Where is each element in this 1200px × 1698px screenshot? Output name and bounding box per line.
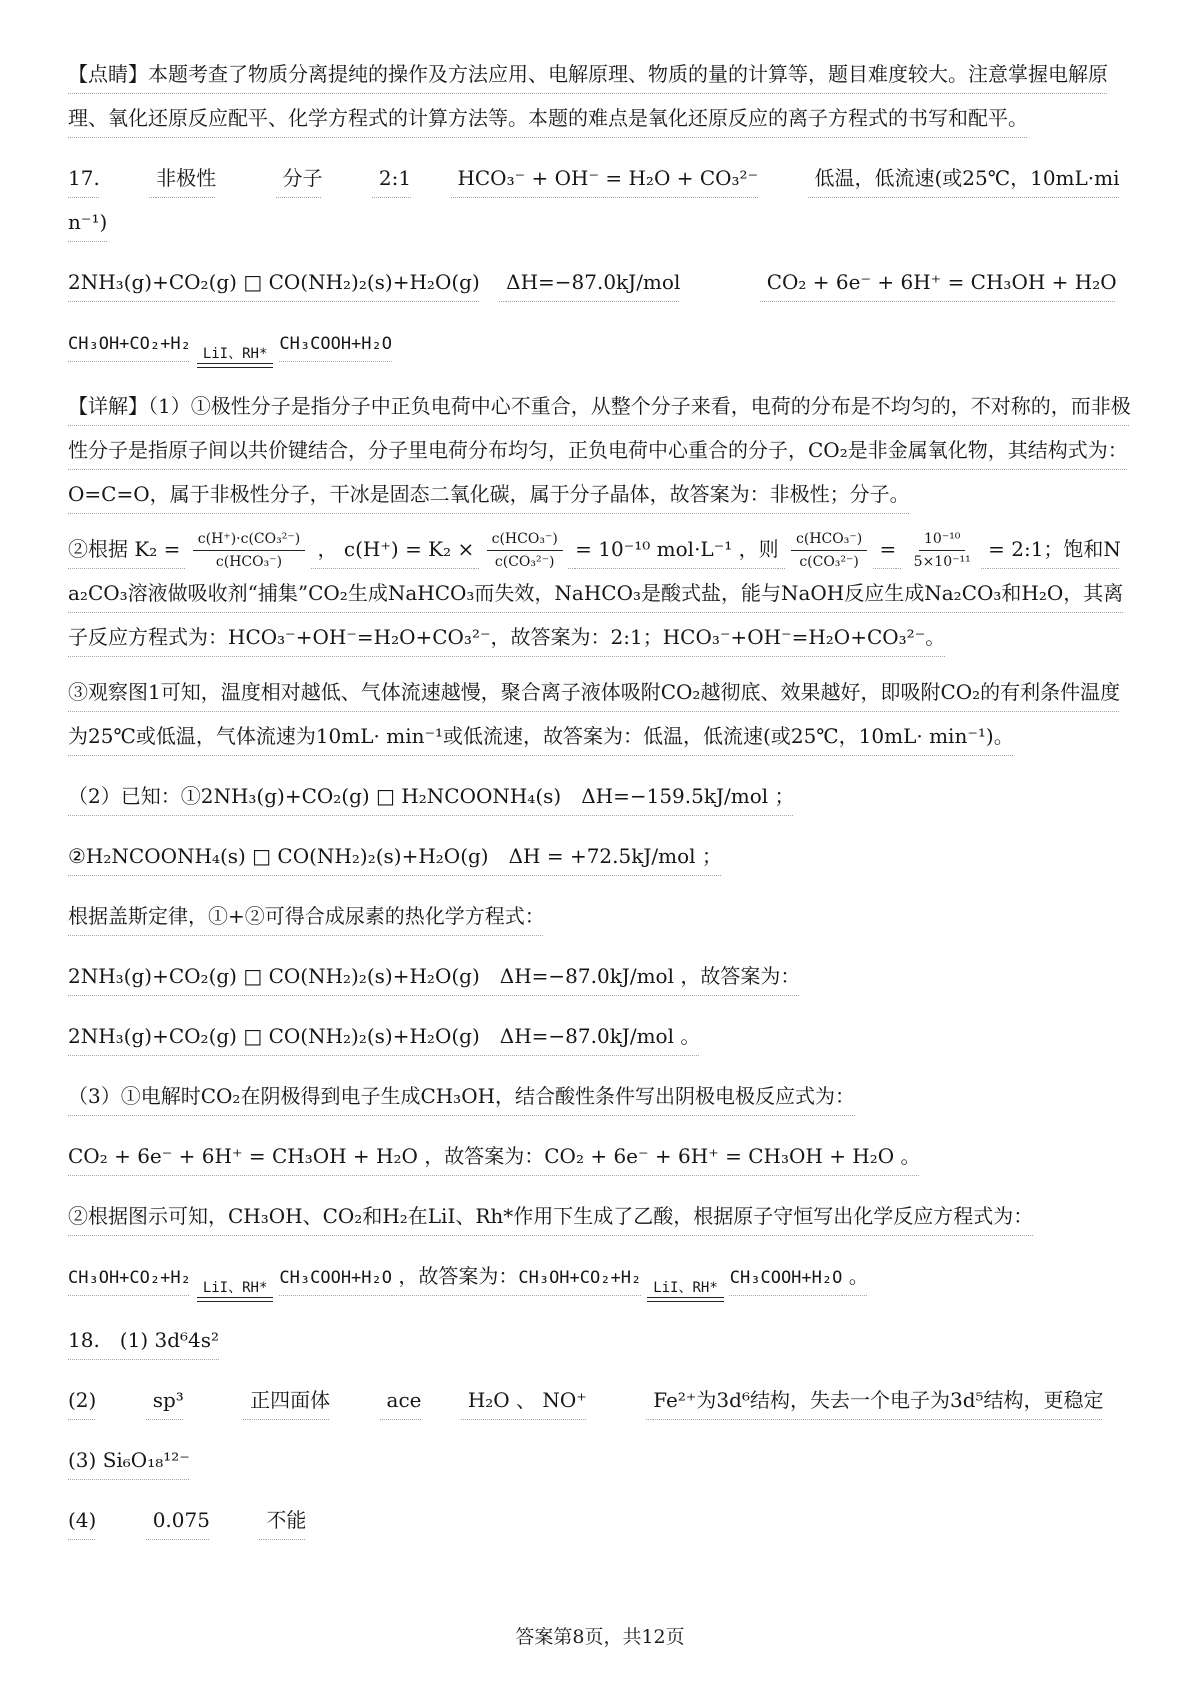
page-footer: 答案第8页，共12页 <box>515 1626 685 1648</box>
reaction-right-side: CH₃COOH+H₂O <box>729 1268 843 1289</box>
k2-tail-text: = 2:1；饱和Na₂CO₃溶液做吸收剂“捕集”CO₂生成NaHCO₃而失效，NaHCO₃是酸式盐，能与NaOH反应生成Na₂CO₃和H₂O，其离子反应方程式为：HCO₃⁻+OH⁻=H₂O+CO₃²⁻，故答案为：2:1；HCO₃⁻+OH⁻=H₂O+CO₃²⁻。 <box>68 537 1124 650</box>
enthalpy-value: ΔH=−87.0kJ/mol <box>506 270 681 294</box>
acetic-acid-equation-line <box>68 320 1132 368</box>
fraction-denominator: c(CO₃²⁻) <box>494 554 555 570</box>
fraction-denominator: c(HCO₃⁻) <box>215 554 283 570</box>
thermochemical-equation-line <box>68 260 1132 304</box>
question-17-answer-line <box>68 156 1132 244</box>
reaction-right-side: CH₃COOH+H₂O <box>279 1268 392 1289</box>
fraction-numerator: c(HCO₃⁻) <box>487 530 563 551</box>
known-equation-1: （2）已知：①2NH₃(g)+CO₂(g) □ H₂NCOONH₄(s) ΔH=−159.5kJ/mol ； <box>68 784 795 809</box>
answer-ace: ace <box>386 1388 422 1413</box>
ch-plus-expression: c(H⁺) = K₂ × <box>343 537 475 561</box>
fraction-ch-ratio <box>487 530 563 571</box>
urea-equation-final: 2NH₃(g)+CO₂(g) □ CO(NH₂)₂(s)+H₂O(g) ΔH=−87.0kJ/mol 。 <box>68 1024 701 1049</box>
urea-thermochemical-equation: 2NH₃(g)+CO₂(g) □ CO(NH₂)₂(s)+H₂O(g) <box>68 270 480 294</box>
answer-ratio: 2:1 <box>378 166 412 190</box>
answer-cannot: 不能 <box>266 1508 307 1533</box>
reaction-right-side: CH₃COOH+H₂O <box>279 334 392 354</box>
question-18-answer-4 <box>68 1498 1132 1542</box>
fraction-k2-expression <box>193 530 305 571</box>
k2-derivation-paragraph <box>68 527 1132 659</box>
k2-label: K₂ = <box>134 537 181 561</box>
urea-equation-with-answer-intro: 2NH₃(g)+CO₂(g) □ CO(NH₂)₂(s)+H₂O(g) ΔH=−87.0kJ/mol ，故答案为： <box>68 964 801 989</box>
separator-comma: ， <box>317 537 338 561</box>
fraction-numerator: c(H⁺)·c(CO₃²⁻) <box>193 530 305 551</box>
reaction-left-side: CH₃OH+CO₂+H₂ <box>68 334 191 354</box>
known-equation-2: ②H₂NCOONH₄(s) □ CO(NH₂)₂(s)+H₂O(g) ΔH = +72.5kJ/mol ； <box>68 844 722 869</box>
answer-label: (4) <box>68 1508 97 1533</box>
double-line-arrow <box>647 1297 724 1302</box>
answer-nonpolar: 非极性 <box>156 166 217 190</box>
equals-sign: = <box>879 537 897 561</box>
catalyst-over-arrow <box>647 1280 724 1302</box>
catalyst-over-arrow <box>197 346 274 368</box>
hess-law-statement: 根据盖斯定律，①+②可得合成尿素的热化学方程式： <box>68 904 545 929</box>
fraction-numerator: c(HCO₃⁻) <box>791 530 867 551</box>
cathode-equation-answer: CO₂ + 6e⁻ + 6H⁺ = CH₃OH + H₂O ，故答案为：CO₂ + 6e⁻ + 6H⁺ = CH₃OH + H₂O 。 <box>68 1144 921 1169</box>
question-18-answer-3: (3) Si₆O₁₈¹²⁻ <box>68 1448 190 1473</box>
answer-molecule: 分子 <box>282 166 323 190</box>
catalyst-over-arrow <box>197 1280 274 1302</box>
question-18-answer-2 <box>68 1378 1132 1422</box>
catalyst-condition-label: LiI、RH* <box>653 1280 718 1297</box>
part3-cathode-intro: （3）①电解时CO₂在阴极得到电子生成CH₃OH，结合酸性条件写出阴极电极反应式为： <box>68 1084 856 1109</box>
fraction-denominator: c(CO₃²⁻) <box>799 554 859 570</box>
cathode-electrode-equation: CO₂ + 6e⁻ + 6H⁺ = CH₃OH + H₂O <box>766 270 1117 294</box>
sentence-end: 。 <box>842 1264 869 1289</box>
xiangjie-part1-paragraph: 【详解】（1）①极性分子是指分子中正负电荷中心不重合，从整个分子来看，电荷的分布是不均匀的，不对称的，而非极性分子是指原子间以共价键结合，分子里电荷分布均匀，正负电荷中心重合的分子，CO₂是非金属氧化物，其结构式为：O=C=O，属于非极性分子，干冰是固态二氧化碳，属于分子晶体，故答案为：非极性；分子。 <box>68 394 1131 506</box>
fraction-numerator: 10⁻¹⁰ <box>919 530 965 551</box>
fraction-denominator: 5×10⁻¹¹ <box>913 554 971 570</box>
part3-acetic-intro: ②根据图示可知，CH₃OH、CO₂和H₂在LiI、Rh*作用下生成了乙酸，根据原子守恒写出化学反应方程式为： <box>68 1204 1034 1229</box>
acetic-acid-answer-line <box>68 1254 1132 1302</box>
question-18-answer-1: 18. (1) 3d⁶4s² <box>68 1328 220 1353</box>
answer-hybridization: sp³ <box>152 1388 184 1413</box>
answer-isoelectronic-species: H₂O 、 NO⁺ <box>467 1388 587 1413</box>
fraction-concentration-ratio <box>791 530 867 571</box>
equals-value-text: = 10⁻¹⁰ mol·L⁻¹ ，则 <box>575 537 779 561</box>
question-17-number: 17. <box>68 166 100 190</box>
double-line-arrow <box>197 1297 274 1302</box>
catalyst-condition-label: LiI、RH* <box>202 346 268 362</box>
answer-fe-stability: Fe²⁺为3d⁶结构，失去一个电子为3d⁵结构，更稳定 <box>653 1388 1104 1413</box>
answer-label: (2) <box>68 1388 97 1413</box>
answer-geometry: 正四面体 <box>250 1388 331 1413</box>
answer-value: 0.075 <box>152 1508 210 1533</box>
answer-connector-text: ，故答案为： <box>392 1264 519 1289</box>
answer-ionic-equation: HCO₃⁻ + OH⁻ = H₂O + CO₃²⁻ <box>457 166 759 190</box>
answer-conditions: 低温，低流速(或25℃，10mL·min⁻¹) <box>68 166 1120 234</box>
fraction-numeric-ratio <box>909 530 976 571</box>
dianjing-summary-paragraph: 【点睛】本题考查了物质分离提纯的操作及方法应用、电解原理、物质的量的计算等，题目难度较大。注意掌握电解原理、氧化还原反应配平、化学方程式的计算方法等。本题的难点是氧化还原反应的离子方程式的书写和配平。 <box>68 62 1108 130</box>
k2-lead-text: ②根据 <box>68 537 128 561</box>
reaction-left-side: CH₃OH+CO₂+H₂ <box>68 1268 191 1289</box>
catalyst-condition-label: LiI、RH* <box>202 1280 268 1297</box>
reaction-left-side: CH₃OH+CO₂+H₂ <box>518 1268 642 1289</box>
double-line-arrow <box>197 363 274 368</box>
xiangjie-part3-paragraph: ③观察图1可知，温度相对越低、气体流速越慢，聚合离子液体吸附CO₂越彻底、效果越好，即吸附CO₂的有利条件温度为25℃或低温，气体流速为10mL· min⁻¹或低流速，故答案为：低温，低流速(或25℃，10mL· min⁻¹)。 <box>68 680 1121 749</box>
